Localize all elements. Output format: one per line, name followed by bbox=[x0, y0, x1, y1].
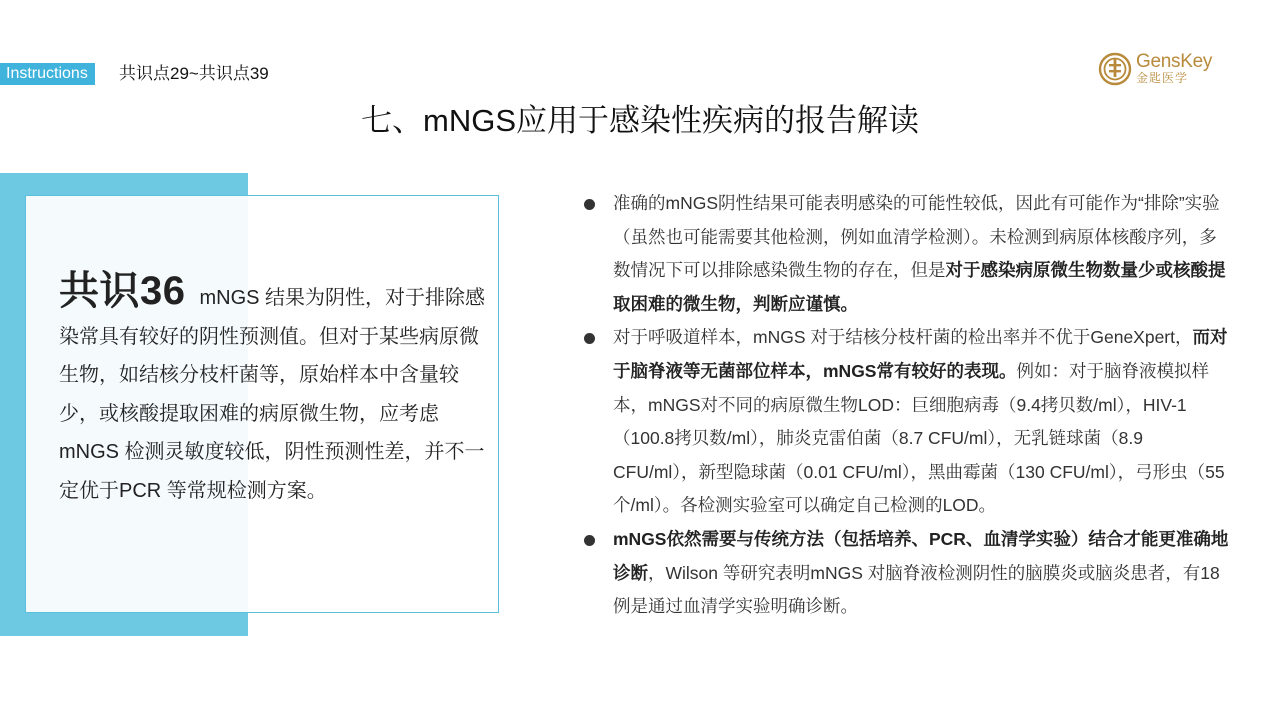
logo-brand-cn-text: 金匙医学 bbox=[1136, 71, 1189, 85]
bullet-item bbox=[582, 523, 1232, 624]
bullet-3-text-tail: ，Wilson 等研究表明mNGS 对脑脊液检测阴性的脑膜炎或脑炎患者，有18例是通过血清学实验明确诊断。 bbox=[613, 562, 1220, 617]
bullet-item bbox=[582, 187, 1232, 321]
bullet-2-bold: 而对于脑脊液等无菌部位样本，mNGS常有较好的表现。 bbox=[613, 327, 1228, 381]
genskey-logo-icon bbox=[1098, 52, 1132, 86]
bullet-item bbox=[582, 321, 1232, 523]
bullet-2-text: 对于呼吸道样本，mNGS 对于结核分枝杆菌的检出率并不优于GeneXpert， bbox=[613, 327, 1193, 348]
genskey-logo bbox=[1098, 52, 1223, 86]
consensus-card bbox=[25, 195, 499, 613]
page-title: 七、mNGS应用于感染性疾病的报告解读 bbox=[361, 103, 919, 138]
logo-brand-text: GensKey bbox=[1136, 51, 1213, 72]
instructions-tag: Instructions bbox=[0, 63, 95, 85]
bullet-dot-icon bbox=[584, 199, 595, 210]
bullet-2-text-tail: 例如：对于脑脊液模拟样本，mNGS对不同的病原微生物LOD：巨细胞病毒（9.4拷贝数/ml），HIV-1（100.8拷贝数/ml），肺炎克雷伯菌（8.7 CFU/ml），无乳链球菌（8.9 CFU/ml），新型隐球菌（0.01 CFU/ml），黑曲霉菌（130 CFU/ml），弓形虫（55个/ml）。各检测实验室可以确定自己检测的LOD。 bbox=[613, 360, 1225, 516]
consensus-body: mNGS 结果为阴性，对于排除感染常具有较好的阴性预测值。但对于某些病原微生物，如结核分枝杆菌等，原始样本中含量较少，或核酸提取困难的病原微生物，应考虑mNGS 检测灵敏度较低，阴性预测性差，并不一定优于PCR 等常规检测方案。 bbox=[59, 287, 486, 502]
bullet-1-text: 准确的mNGS阴性结果可能表明感染的可能性较低，因此有可能作为“排除”实验（虽然也可能需要其他检测，例如血清学检测）。未检测到病原体核酸序列，多数情况下可以排除感染微生物的存在，但是 bbox=[613, 193, 1220, 281]
bullet-list bbox=[582, 187, 1232, 624]
section-subtitle: 共识点29~共识点39 bbox=[119, 64, 269, 83]
consensus-heading: 共识36 bbox=[59, 269, 186, 313]
bullet-3-bold: mNGS依然需要与传统方法（包括培养、PCR、血清学实验）结合才能更准确地诊断 bbox=[613, 528, 1229, 583]
bullet-1-bold: 对于感染病原微生物数量少或核酸提取困难的微生物，判断应谨慎。 bbox=[613, 260, 1226, 314]
bullet-dot-icon bbox=[584, 333, 595, 344]
consensus-text bbox=[59, 269, 489, 510]
bullet-dot-icon bbox=[584, 535, 595, 546]
